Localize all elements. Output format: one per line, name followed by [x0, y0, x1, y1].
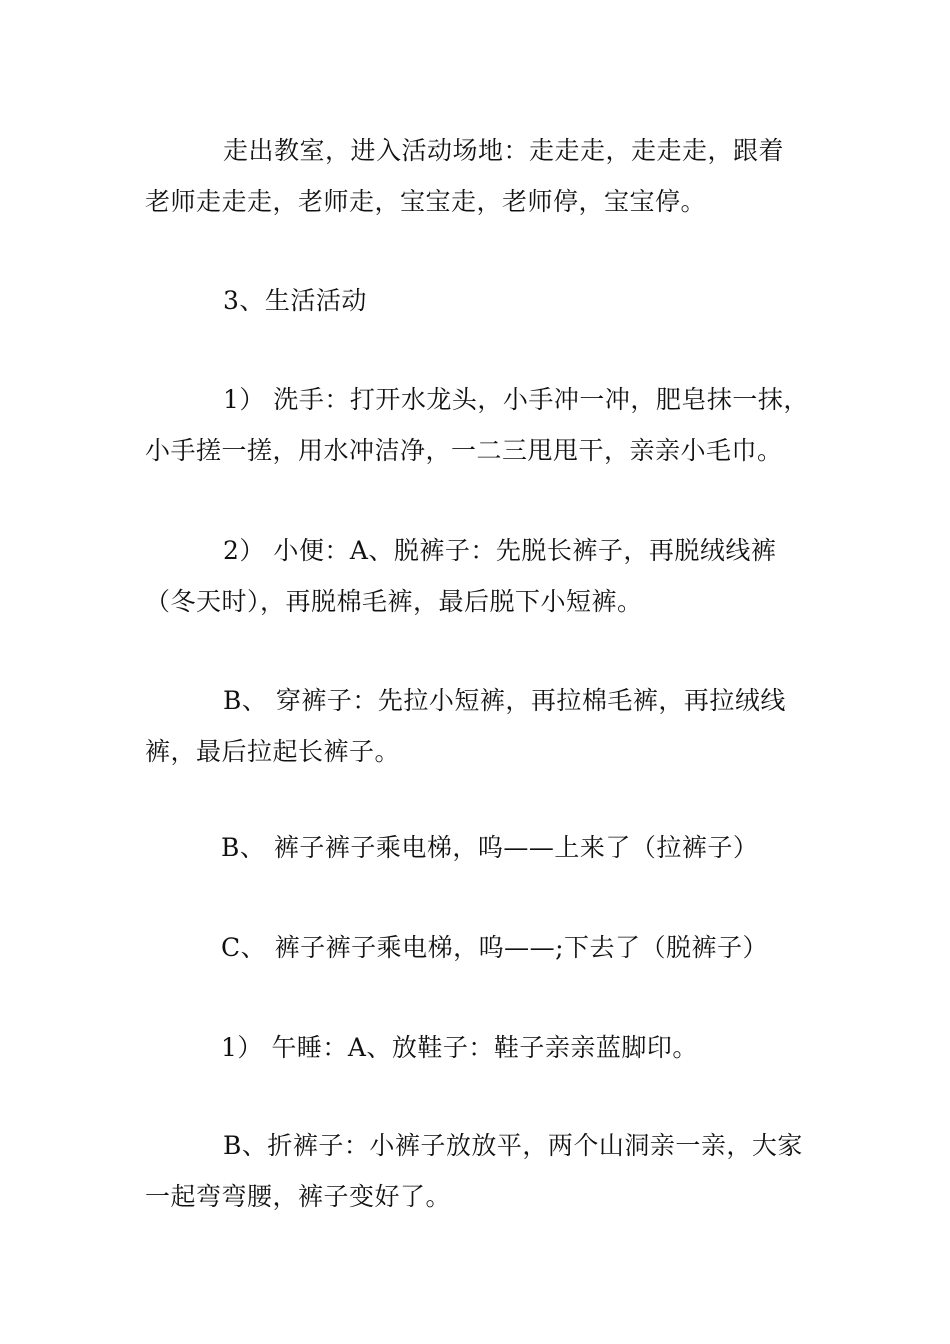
text-line: 老师走走走，老师走，宝宝走，老师停，宝宝停。	[145, 187, 707, 216]
text-line: C、 裤子裤子乘电梯，呜——;下去了（脱裤子）	[221, 933, 768, 962]
text-line: 1） 洗手：打开水龙头，小手冲一冲，肥皂抹一抹，	[223, 385, 809, 414]
paragraph-nap-shoes	[145, 1022, 810, 1073]
text-line: B、 穿裤子：先拉小短裤，再拉棉毛裤，再拉绒线	[223, 686, 786, 715]
text-line: 走出教室，进入活动场地：走走走，走走走，跟着	[223, 136, 785, 165]
paragraph-elevator-down	[145, 922, 810, 973]
text-line: 小手搓一搓，用水冲洁净，一二三甩甩干，亲亲小毛巾。	[145, 436, 783, 465]
text-line: （冬天时），再脱棉毛裤，最后脱下小短裤。	[145, 587, 643, 616]
paragraph-fold-pants	[145, 1120, 810, 1222]
text-line: 裤，最后拉起长裤子。	[145, 737, 401, 766]
paragraph-toilet-take-off	[145, 525, 810, 627]
paragraph-put-on-pants	[145, 675, 810, 777]
paragraph-wash-hands	[145, 374, 810, 476]
paragraph-walk-out	[145, 125, 810, 227]
text-line: 1） 午睡：A、放鞋子：鞋子亲亲蓝脚印。	[221, 1033, 698, 1062]
text-line: 2） 小便：A、脱裤子：先脱长裤子，再脱绒线裤	[223, 536, 777, 565]
text-line: B、 裤子裤子乘电梯，呜——上来了（拉裤子）	[221, 833, 759, 862]
text-line: B、折裤子：小裤子放放平，两个山洞亲一亲，大家	[223, 1131, 803, 1160]
section-heading-life-activities	[145, 275, 810, 326]
text-line: 一起弯弯腰，裤子变好了。	[145, 1182, 452, 1211]
text-line: 3、生活活动	[223, 286, 367, 315]
paragraph-elevator-up	[145, 822, 810, 873]
